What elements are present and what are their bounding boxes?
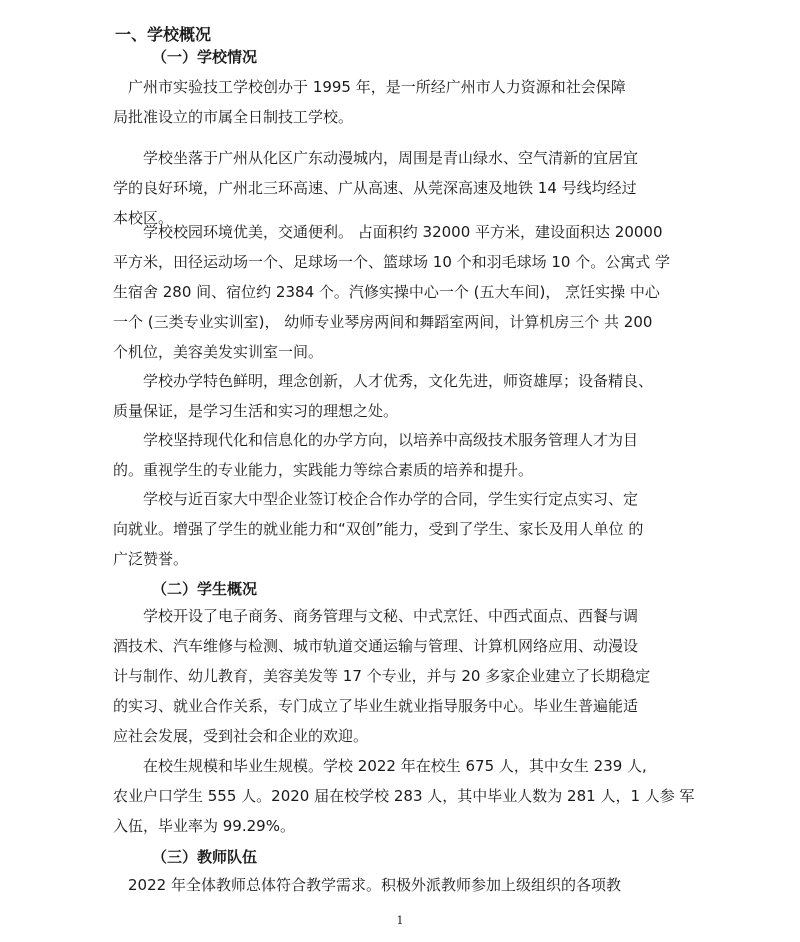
paragraph-direction	[113, 425, 673, 485]
paragraph-campus	[113, 217, 673, 367]
text-line: 学校与近百家大中型企业签订校企合作办学的合同，学生实行定点实习、定	[113, 490, 639, 508]
text-line: 本校区。	[113, 209, 174, 227]
paragraph-characteristics	[113, 366, 673, 426]
text-line: 农业户口学生 555 人。2020 届在校学校 283 人，其中毕业人数为 281 人，1 人参 军	[113, 787, 695, 805]
text-line: 应社会发展，受到社会和企业的欢迎。	[113, 727, 369, 745]
text-line: 学校办学特色鲜明，理念创新，人才优秀，文化先进，师资雄厚；设备精良、	[113, 372, 654, 390]
text-line: 一个 (三类专业实训室)， 幼师专业琴房两间和舞蹈室两间，计算机房三个 共 200	[113, 313, 653, 331]
text-line: 的实习、就业合作关系，专门成立了毕业生就业指导服务中心。毕业生普遍能适	[113, 697, 639, 715]
text-line: 向就业。增强了学生的就业能力和“双创”能力，受到了学生、家长及用人单位 的	[113, 520, 644, 538]
text-line: 广泛赞誉。	[113, 550, 189, 568]
section-title: 一、学校概况	[115, 25, 212, 44]
subsection-title-school-info: （一）学校情况	[152, 48, 258, 66]
paragraph-teachers	[113, 870, 673, 900]
paragraph-founding	[113, 72, 673, 132]
text-line: 个机位，美容美发实训室一间。	[113, 343, 324, 361]
subsection-title-students: （二）学生概况	[152, 580, 258, 598]
text-line: 学校坐落于广州从化区广东动漫城内，周围是青山绿水、空气清新的宜居宜	[113, 149, 639, 167]
paragraph-majors	[113, 601, 673, 751]
text-line: 广州市实验技工学校创办于 1995 年，是一所经广州市人力资源和社会保障	[113, 78, 626, 96]
text-line: 学校坚持现代化和信息化的办学方向，以培养中高级技术服务管理人才为目	[113, 431, 639, 449]
text-line: 在校生规模和毕业生规模。学校 2022 年在校生 675 人，其中女生 239 人,	[113, 757, 647, 775]
subsection-title-teachers: （三）教师队伍	[152, 848, 258, 866]
text-line: 生宿舍 280 间、宿位约 2384 个。汽修实操中心一个 (五大车间)， 烹饪实操 中心	[113, 283, 660, 301]
text-line: 入伍，毕业率为 99.29%。	[113, 817, 295, 835]
text-line: 学的良好环境，广州北三环高速、广从高速、从莞深高速及地铁 14 号线均经过	[113, 179, 637, 197]
text-line: 质量保证，是学习生活和实习的理想之处。	[113, 402, 399, 420]
text-line: 计与制作、幼儿教育，美容美发等 17 个专业，并与 20 多家企业建立了长期稳定	[113, 667, 651, 685]
text-line: 局批准设立的市属全日制技工学校。	[113, 108, 354, 126]
page-number: 1	[396, 914, 404, 927]
text-line: 酒技术、汽车维修与检测、城市轨道交通运输与管理、计算机网络应用、动漫设	[113, 637, 639, 655]
text-line: 学校开设了电子商务、商务管理与文秘、中式烹饪、中西式面点、西餐与调	[113, 607, 639, 625]
text-line: 2022 年全体教师总体符合教学需求。积极外派教师参加上级组织的各项教	[113, 876, 621, 894]
text-line: 的。重视学生的专业能力，实践能力等综合素质的培养和提升。	[113, 461, 534, 479]
paragraph-enrollment	[113, 751, 695, 841]
paragraph-cooperation	[113, 484, 673, 574]
text-line: 学校校园环境优美，交通便利。 占面积约 32000 平方米，建设面积达 20000	[113, 223, 663, 241]
text-line: 平方米，田径运动场一个、足球场一个、篮球场 10 个和羽毛球场 10 个。公寓式 学	[113, 253, 671, 271]
